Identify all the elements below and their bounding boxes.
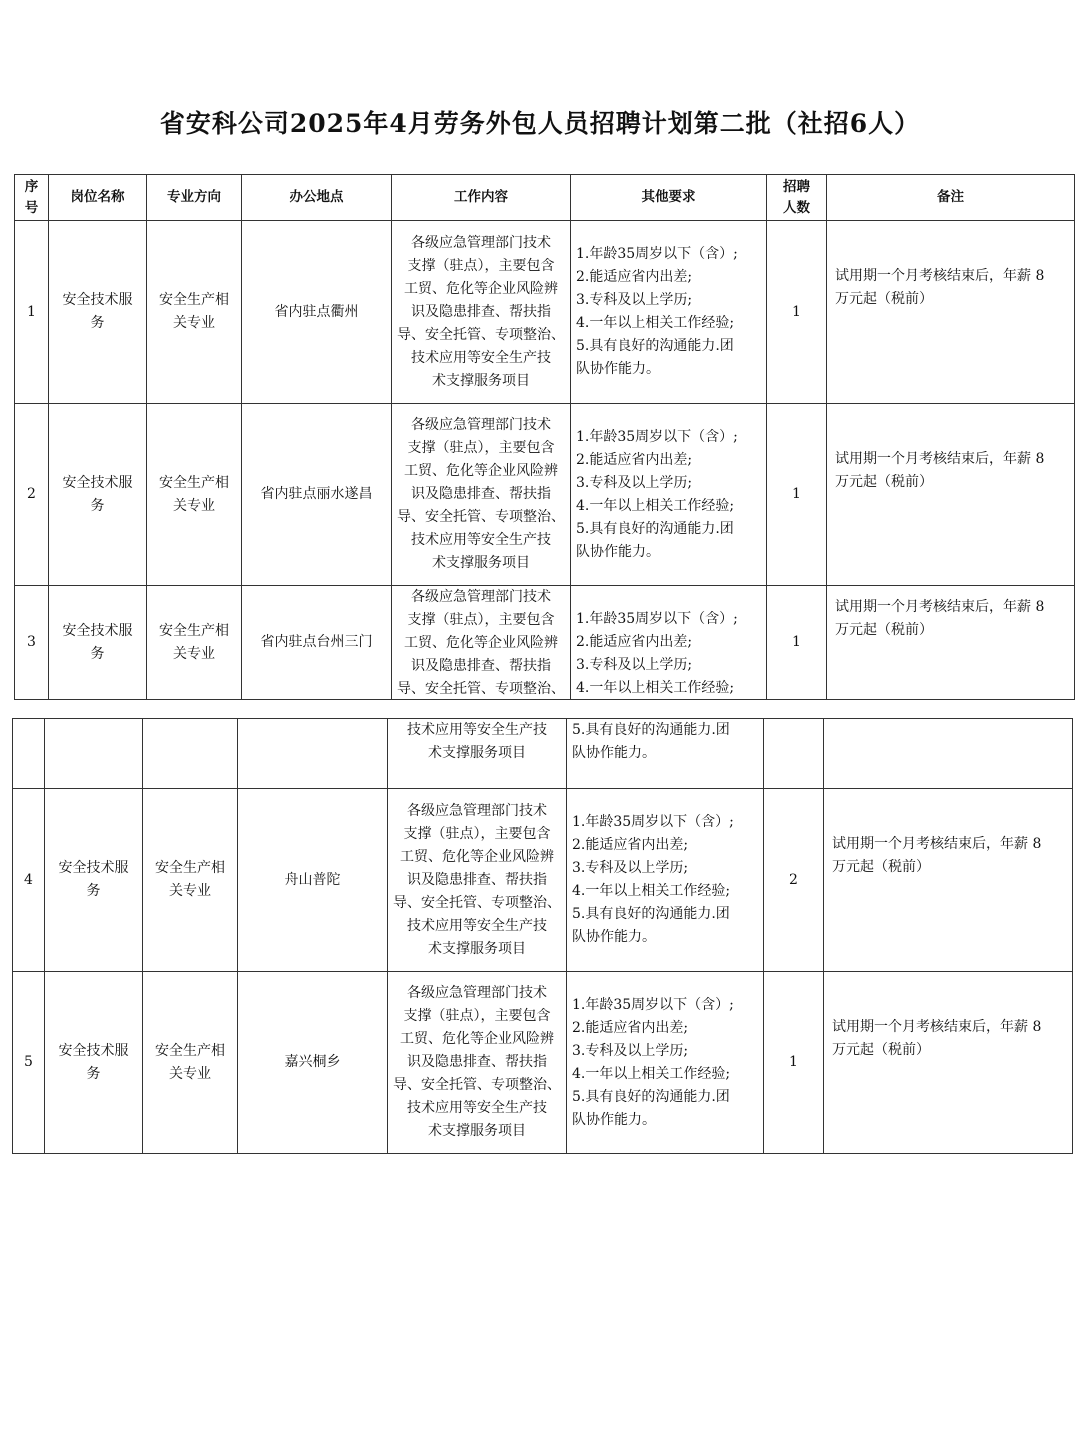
row-remark: 试用期一个月考核结束后，年薪 8 万元起（税前）	[824, 972, 1073, 1154]
header-requirements: 其他要求	[571, 175, 767, 221]
header-remark: 备注	[827, 175, 1075, 221]
row-no: 1	[15, 221, 49, 404]
row-location: 嘉兴桐乡	[238, 972, 388, 1154]
row-position	[45, 719, 143, 789]
row-content: 技术应用等安全生产技 术支撑服务项目	[388, 719, 567, 789]
row-major: 安全生产相 关专业	[143, 972, 238, 1154]
table-row	[15, 586, 1075, 700]
row-remark: 试用期一个月考核结束后，年薪 8 万元起（税前）	[827, 221, 1075, 404]
row-position: 安全技术服 务	[49, 221, 147, 404]
row-remark	[824, 719, 1073, 789]
row-requirements: 1.年龄35周岁以下（含）; 2.能适应省内出差; 3.专科及以上学历; 4.一年以上相关工作经验; 5.具有良好的沟通能力.团 队协作能力。	[571, 404, 767, 586]
row-location	[238, 719, 388, 789]
row-position: 安全技术服 务	[45, 789, 143, 972]
row-major: 安全生产相 关专业	[143, 789, 238, 972]
row-requirements: 1.年龄35周岁以下（含）; 2.能适应省内出差; 3.专科及以上学历; 4.一年以上相关工作经验; 5.具有良好的沟通能力.团 队协作能力。	[571, 221, 767, 404]
header-no: 序 号	[15, 175, 49, 221]
row-requirements: 1.年龄35周岁以下（含）; 2.能适应省内出差; 3.专科及以上学历; 4.一年以上相关工作经验;	[571, 586, 767, 700]
row-count: 2	[764, 789, 824, 972]
row-content: 各级应急管理部门技术 支撑（驻点），主要包含 工贸、危化等企业风险辨 识及隐患排查、帮扶指 导、安全托管、专项整治、 技术应用等安全生产技 术支撑服务项目	[392, 404, 571, 586]
row-requirements: 1.年龄35周岁以下（含）; 2.能适应省内出差; 3.专科及以上学历; 4.一年以上相关工作经验; 5.具有良好的沟通能力.团 队协作能力。	[567, 972, 764, 1154]
header-major: 专业方向	[147, 175, 242, 221]
row-no: 2	[15, 404, 49, 586]
row-count: 1	[764, 972, 824, 1154]
table-row	[13, 972, 1073, 1154]
row-no: 5	[13, 972, 45, 1154]
header-position: 岗位名称	[49, 175, 147, 221]
row-location: 舟山普陀	[238, 789, 388, 972]
row-remark: 试用期一个月考核结束后，年薪 8 万元起（税前）	[824, 789, 1073, 972]
row-major: 安全生产相 关专业	[147, 586, 242, 700]
row-requirements: 5.具有良好的沟通能力.团 队协作能力。	[567, 719, 764, 789]
row-no: 4	[13, 789, 45, 972]
row-position: 安全技术服 务	[49, 404, 147, 586]
table-row	[15, 221, 1075, 404]
row-major: 安全生产相 关专业	[147, 404, 242, 586]
row-remark: 试用期一个月考核结束后，年薪 8 万元起（税前）	[827, 586, 1075, 700]
row-content: 各级应急管理部门技术 支撑（驻点），主要包含 工贸、危化等企业风险辨 识及隐患排查、帮扶指 导、安全托管、专项整治、 技术应用等安全生产技 术支撑服务项目	[388, 789, 567, 972]
row-content: 各级应急管理部门技术 支撑（驻点），主要包含 工贸、危化等企业风险辨 识及隐患排查、帮扶指 导、安全托管、专项整治、 技术应用等安全生产技 术支撑服务项目	[392, 221, 571, 404]
row-location: 省内驻点丽水遂昌	[242, 404, 392, 586]
row-content: 各级应急管理部门技术 支撑（驻点），主要包含 工贸、危化等企业风险辨 识及隐患排查、帮扶指 导、安全托管、专项整治、 技术应用等安全生产技 术支撑服务项目	[388, 972, 567, 1154]
row-count	[764, 719, 824, 789]
row-remark: 试用期一个月考核结束后，年薪 8 万元起（税前）	[827, 404, 1075, 586]
row-position: 安全技术服 务	[49, 586, 147, 700]
row-position: 安全技术服 务	[45, 972, 143, 1154]
table-row	[13, 789, 1073, 972]
header-content: 工作内容	[392, 175, 571, 221]
row-major	[143, 719, 238, 789]
row-major: 安全生产相 关专业	[147, 221, 242, 404]
row-location: 省内驻点台州三门	[242, 586, 392, 700]
table-row	[15, 404, 1075, 586]
row-content: 各级应急管理部门技术 支撑（驻点），主要包含 工贸、危化等企业风险辨 识及隐患排查、帮扶指 导、安全托管、专项整治、	[392, 586, 571, 700]
row-no	[13, 719, 45, 789]
row-location: 省内驻点衢州	[242, 221, 392, 404]
recruitment-table-part-1	[14, 174, 1075, 700]
row-count: 1	[767, 404, 827, 586]
recruitment-table-part-2	[12, 718, 1073, 1154]
header-count: 招聘 人数	[767, 175, 827, 221]
row-count: 1	[767, 221, 827, 404]
header-location: 办公地点	[242, 175, 392, 221]
page-title: 省安科公司2025年4月劳务外包人员招聘计划第二批（社招6人）	[159, 109, 921, 138]
table-row-continuation	[13, 719, 1073, 789]
row-no: 3	[15, 586, 49, 700]
row-count: 1	[767, 586, 827, 700]
row-requirements: 1.年龄35周岁以下（含）; 2.能适应省内出差; 3.专科及以上学历; 4.一年以上相关工作经验; 5.具有良好的沟通能力.团 队协作能力。	[567, 789, 764, 972]
table-header-row	[15, 175, 1075, 221]
